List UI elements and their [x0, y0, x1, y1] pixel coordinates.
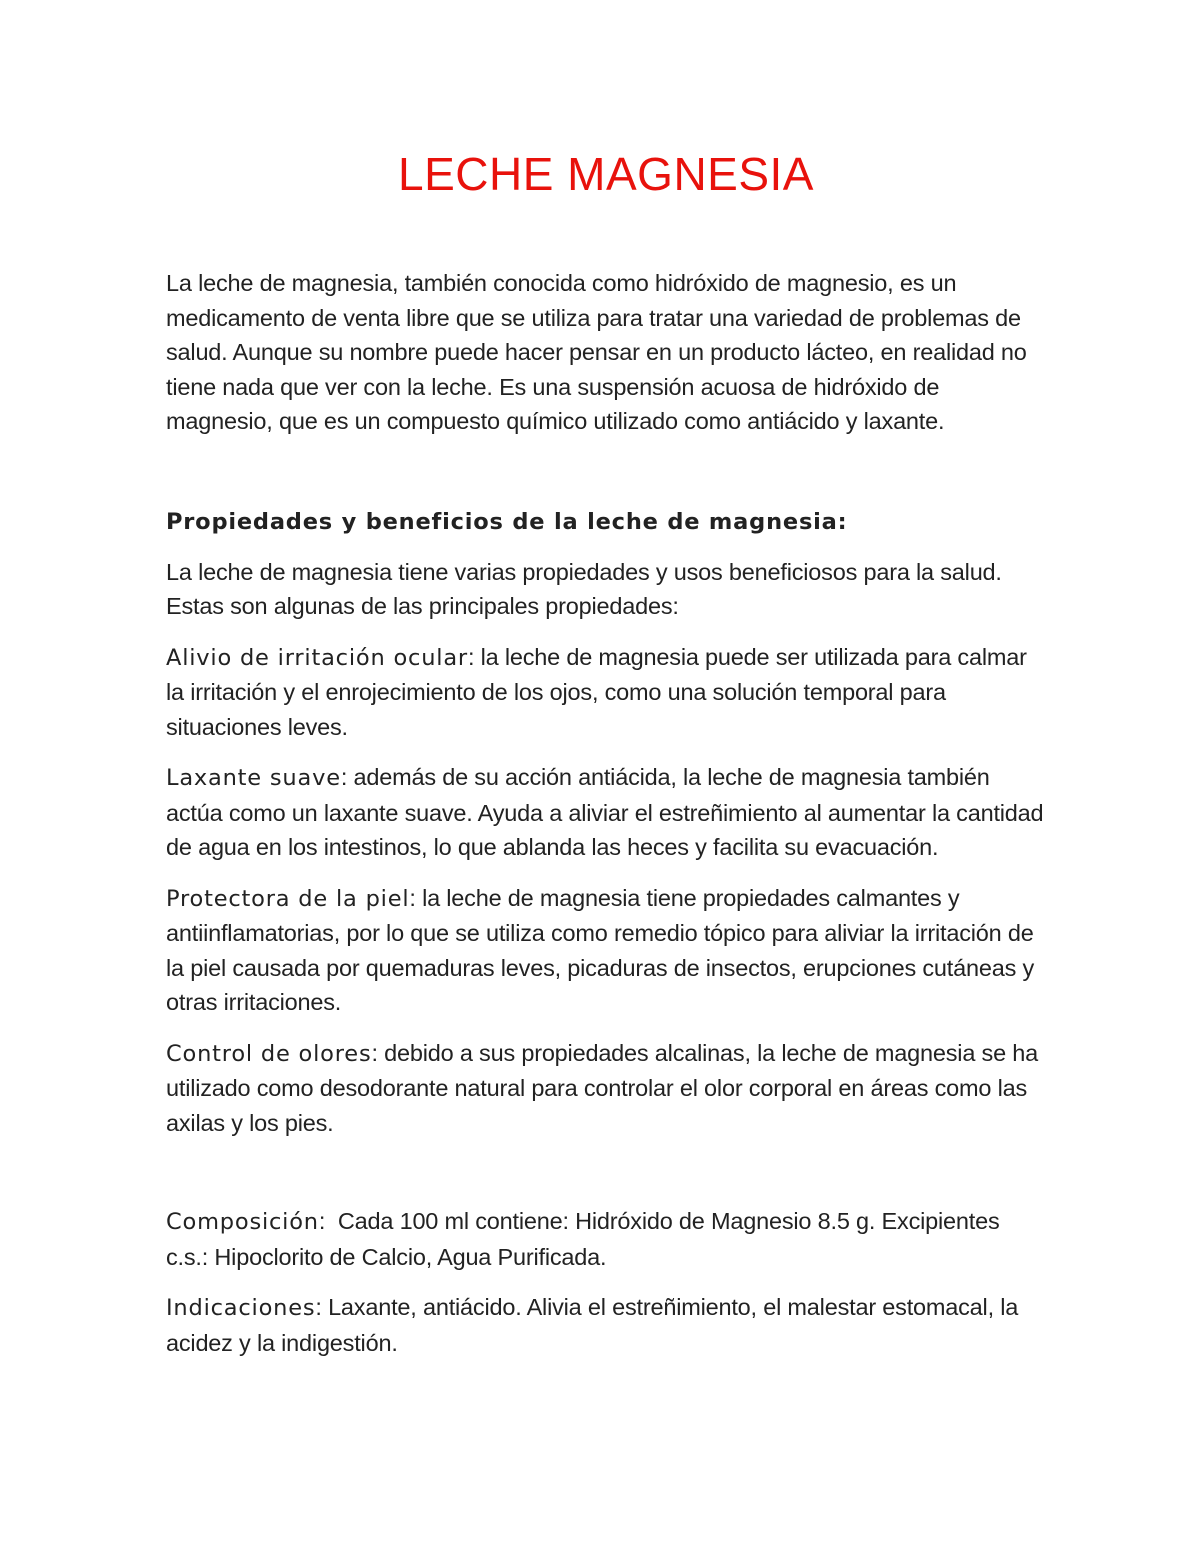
composition-paragraph: [166, 1204, 1046, 1274]
indications-term: Indicaciones: [166, 1295, 316, 1321]
property-paragraph: [166, 640, 1046, 745]
property-term: Alivio de irritación ocular: [166, 644, 468, 671]
indications-text: : Laxante, antiácido. Alivia el estreñimiento, el malestar estomacal, la acidez y la indigestión.: [166, 1294, 1019, 1356]
property-term: Protectora de la piel: [166, 885, 410, 912]
property-term: Laxante suave: [166, 765, 341, 791]
section-heading: Propiedades y beneficios de la leche de magnesia:: [166, 508, 848, 535]
property-paragraph: [166, 1036, 1046, 1141]
indications-paragraph: [166, 1290, 1046, 1360]
document-title: LECHE MAGNESIA: [398, 148, 814, 200]
document-body: [166, 140, 1046, 1376]
property-text: : debido a sus propiedades alcalinas, la leche de magnesia se ha utilizado como desodorante natural para controlar el olor corporal en áreas como las axilas y los pies.: [166, 1039, 1039, 1136]
property-text: : la leche de magnesia tiene propiedades calmantes y antiinflamatorias, por lo que se utiliza como remedio tópico para aliviar la irritación de la piel causada por quemaduras leves, picaduras de insectos, erupciones cutáneas y otras irritaciones.: [166, 884, 1034, 1015]
property-text: : la leche de magnesia puede ser utilizada para calmar la irritación y el enrojecimiento de los ojos, como una solución temporal para situaciones leves.: [166, 643, 1027, 740]
property-paragraph: [166, 881, 1046, 1020]
composition-term: Composición: [166, 1209, 319, 1235]
property-term: Control de olores: [166, 1040, 372, 1067]
composition-text: : Cada 100 ml contiene: Hidróxido de Magnesio 8.5 g. Excipientes c.s.: Hipoclorito de Calcio, Agua Purificada.: [166, 1208, 1006, 1270]
property-paragraph: [166, 760, 1046, 865]
property-text: : además de su acción antiácida, la leche de magnesia también actúa como un laxante suave. Ayuda a aliviar el estreñimiento al aumentar la cantidad de agua en los intestinos, lo que ablanda las heces y facilita su evacuación.: [166, 764, 1044, 860]
section-intro-paragraph: La leche de magnesia tiene varias propiedades y usos beneficiosos para la salud. Estas son algunas de las principales propiedades:: [166, 558, 1002, 619]
intro-paragraph: La leche de magnesia, también conocida como hidróxido de magnesio, es un medicamento de venta libre que se utiliza para tratar una variedad de problemas de salud. Aunque su nombre puede hacer pensar en un producto lácteo, en realidad no tiene nada que ver con la leche. Es una suspensión acuosa de hidróxido de magnesio, que es un compuesto químico utilizado como antiácido y laxante.: [166, 270, 1027, 434]
